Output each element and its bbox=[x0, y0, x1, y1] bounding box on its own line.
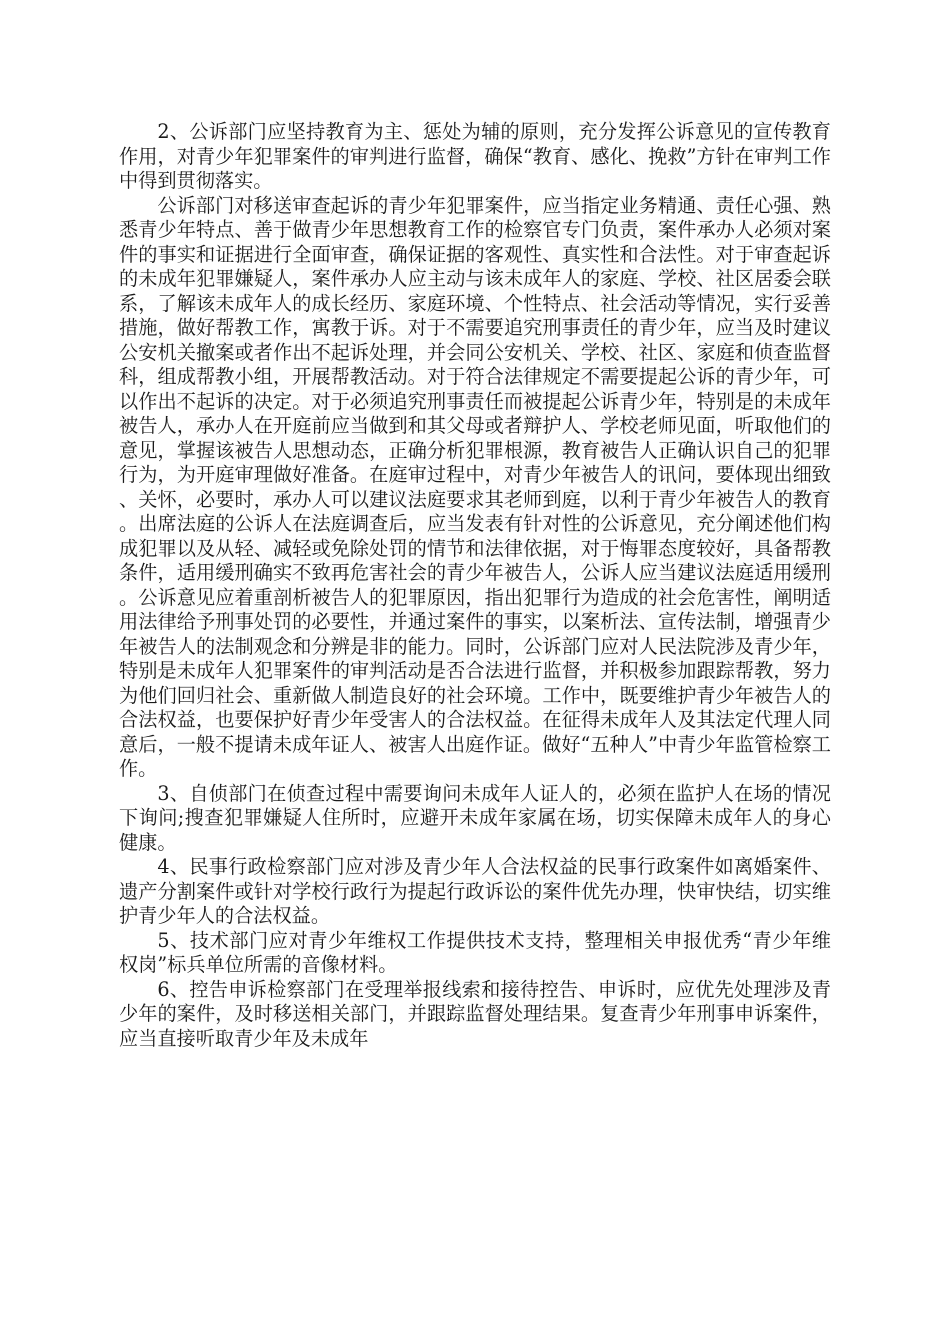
paragraph-item-3: 3、自侦部门在侦查过程中需要询问未成年人证人的，必须在监护人在场的情况下询问;搜查犯罪嫌疑人住所时，应避开未成年家属在场，切实保障未成年人的身心健康。 bbox=[119, 781, 831, 854]
document-body bbox=[119, 120, 831, 1051]
paragraph-item-2: 2、公诉部门应坚持教育为主、惩处为辅的原则，充分发挥公诉意见的宣传教育作用，对青少年犯罪案件的审判进行监督，确保“教育、感化、挽救”方针在审判工作中得到贯彻落实。 bbox=[119, 120, 831, 192]
paragraph-prosecution-details: 公诉部门对移送审查起诉的青少年犯罪案件，应当指定业务精通、责任心强、熟悉青少年特点、善于做青少年思想教育工作的检察官专门负责，案件承办人必须对案件的事实和证据进行全面审查，确保证据的客观性、真实性和合法性。对于审查起诉的未成年犯罪嫌疑人，案件承办人应主动与该未成年人的家庭、学校、社区居委会联系，了解该未成年人的成长经历、家庭环境、个性特点、社会活动等情况，实行妥善措施，做好帮教工作，寓教于诉。对于不需要追究刑事责任的青少年，应当及时建议公安机关撤案或者作出不起诉处理，并会同公安机关、学校、社区、家庭和侦查监督科，组成帮教小组，开展帮教活动。对于符合法律规定不需要提起公诉的青少年，可以作出不起诉的决定。对于必须追究刑事责任而被提起公诉青少年，特别是的未成年被告人，承办人在开庭前应当做到和其父母或者辩护人、学校老师见面，听取他们的意见，掌握该被告人思想动态，正确分析犯罪根源，教育被告人正确认识自己的犯罪行为，为开庭审理做好准备。在庭审过程中，对青少年被告人的讯问，要体现出细致、关怀，必要时，承办人可以建议法庭要求其老师到庭，以利于青少年被告人的教育。出席法庭的公诉人在法庭调查后，应当发表有针对性的公诉意见，充分阐述他们构成犯罪以及从轻、减轻或免除处罚的情节和法律依据，对于悔罪态度较好，具备帮教条件，适用缓刑确实不致再危害社会的青少年被告人，公诉人应当建议法庭适用缓刑。公诉意见应着重剖析被告人的犯罪原因，指出犯罪行为造成的社会危害性，阐明适用法律给予刑事处罚的必要性，并通过案件的事实，以案析法、宣传法制，增强青少年被告人的法制观念和分辨是非的能力。同时，公诉部门应对人民法院涉及青少年，特别是未成年人犯罪案件的审判活动是否合法进行监督，并积极参加跟踪帮教，努力为他们回归社会、重新做人制造良好的社会环境。工作中，既要维护青少年被告人的合法权益，也要保护好青少年受害人的合法权益。在征得未成年人及其法定代理人同意后，一般不提请未成年证人、被害人出庭作证。做好“五种人”中青少年监管检察工作。 bbox=[119, 193, 831, 780]
paragraph-item-4: 4、民事行政检察部门应对涉及青少年人合法权益的民事行政案件如离婚案件、遗产分割案件或针对学校行政行为提起行政诉讼的案件优先办理，快审快结，切实维护青少年人的合法权益。 bbox=[119, 855, 831, 927]
paragraph-item-6: 6、控告申诉检察部门在受理举报线索和接待控告、申诉时，应优先处理涉及青少年的案件，及时移送相关部门，并跟踪监督处理结果。复查青少年刑事申诉案件，应当直接听取青少年及未成年 bbox=[119, 977, 831, 1050]
paragraph-item-5: 5、技术部门应对青少年维权工作提供技术支持，整理相关申报优秀“青少年维权岗”标兵单位所需的音像材料。 bbox=[119, 928, 831, 976]
